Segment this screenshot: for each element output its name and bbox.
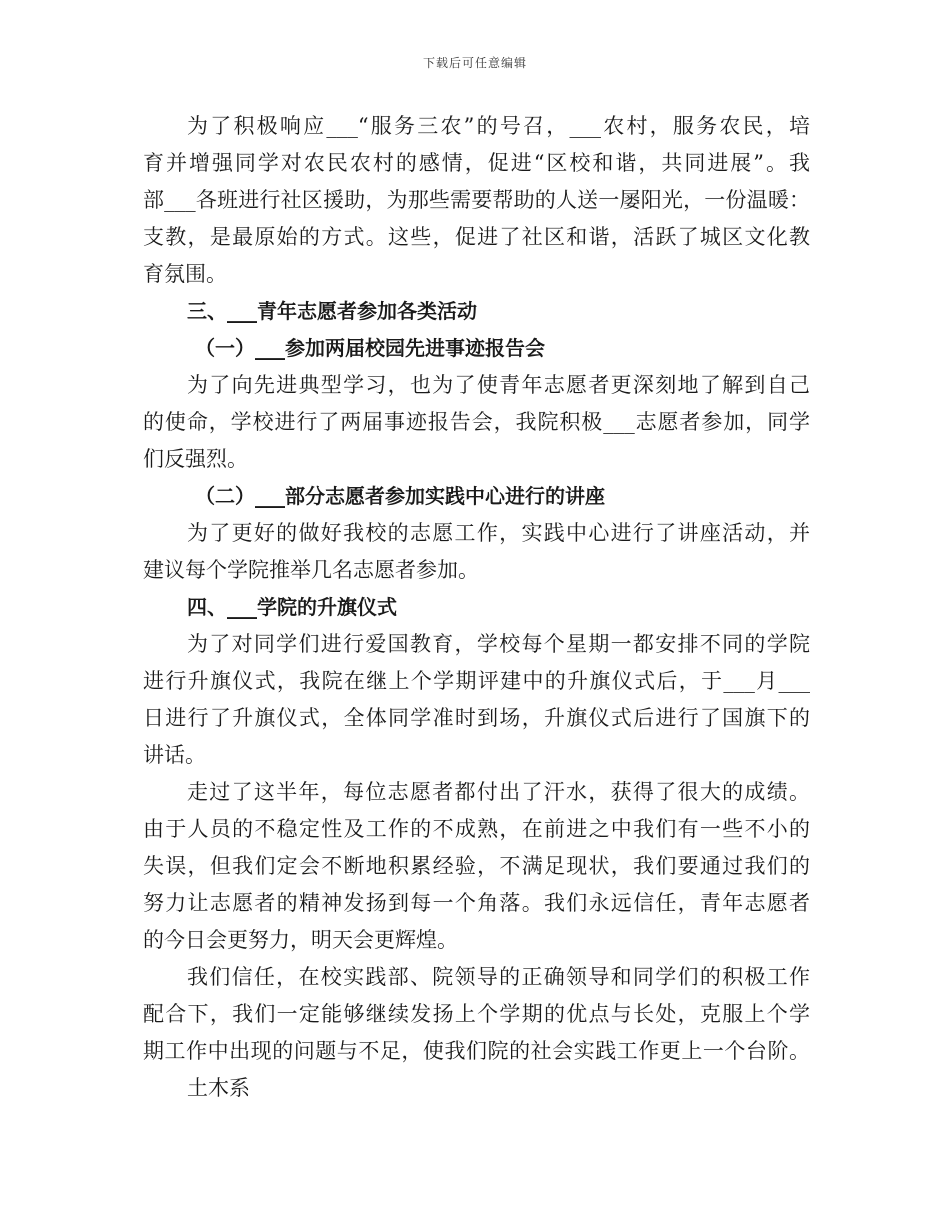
text-line: 努力让志愿者的精神发扬到每一个角落。我们永远信任，青年志愿者 bbox=[143, 891, 810, 915]
section-heading: （二）___部分志愿者参加实践中心进行的讲座 bbox=[195, 484, 605, 508]
text-line: 失误，但我们定会不断地积累经验，不满足现状，我们要通过我们的 bbox=[143, 854, 810, 878]
text-line: 为了对同学们进行爱国教育，学校每个星期一都安排不同的学院 bbox=[187, 632, 810, 656]
text-line: 期工作中出现的问题与不足，使我们院的社会实践工作更上一个台阶。 bbox=[143, 1039, 810, 1063]
text-line: 由于人员的不稳定性及工作的不成熟，在前进之中我们有一些不小的 bbox=[143, 817, 810, 841]
text-line: 部___各班进行社区援助，为那些需要帮助的人送一屡阳光，一份温暖： bbox=[143, 188, 810, 212]
section-heading: （一）___参加两届校园先进事迹报告会 bbox=[195, 336, 545, 360]
section-heading: 四、___学院的升旗仪式 bbox=[187, 595, 397, 619]
text-line: 讲话。 bbox=[143, 743, 206, 767]
text-line: 的今日会更努力，明天会更辉煌。 bbox=[143, 928, 458, 952]
text-line: 的使命，学校进行了两届事迹报告会，我院积极___志愿者参加，同学 bbox=[143, 410, 810, 434]
text-line: 土木系 bbox=[187, 1076, 250, 1100]
text-line: 支教，是最原始的方式。这些，促进了社区和谐，活跃了城区文化教 bbox=[143, 225, 810, 249]
text-line: 日进行了升旗仪式，全体同学准时到场，升旗仪式后进行了国旗下的 bbox=[143, 706, 810, 730]
text-line: 走过了这半年，每位志愿者都付出了汗水，获得了很大的成绩。 bbox=[187, 780, 810, 804]
text-line: 为了积极响应___“服务三农”的号召，___农村，服务农民，培 bbox=[187, 114, 810, 138]
text-line: 育氛围。 bbox=[143, 262, 227, 286]
text-line: 为了更好的做好我校的志愿工作，实践中心进行了讲座活动，并 bbox=[187, 521, 810, 545]
text-line: 建议每个学院推举几名志愿者参加。 bbox=[143, 558, 479, 582]
text-line: 配合下，我们一定能够继续发扬上个学期的优点与长处，克服上个学 bbox=[143, 1002, 810, 1026]
text-line: 为了向先进典型学习，也为了使青年志愿者更深刻地了解到自己 bbox=[187, 373, 810, 397]
document-body bbox=[143, 108, 810, 1107]
section-heading: 三、___青年志愿者参加各类活动 bbox=[187, 299, 477, 323]
text-line: 育并增强同学对农民农村的感情，促进“区校和谐，共同进展”。我 bbox=[143, 151, 810, 175]
page-header: 下载后可任意编辑 bbox=[422, 56, 527, 70]
text-line: 我们信任，在校实践部、院领导的正确领导和同学们的积极工作 bbox=[187, 965, 810, 989]
text-line: 进行升旗仪式，我院在继上个学期评建中的升旗仪式后，于___月___ bbox=[143, 669, 810, 693]
text-line: 们反强烈。 bbox=[143, 447, 248, 471]
